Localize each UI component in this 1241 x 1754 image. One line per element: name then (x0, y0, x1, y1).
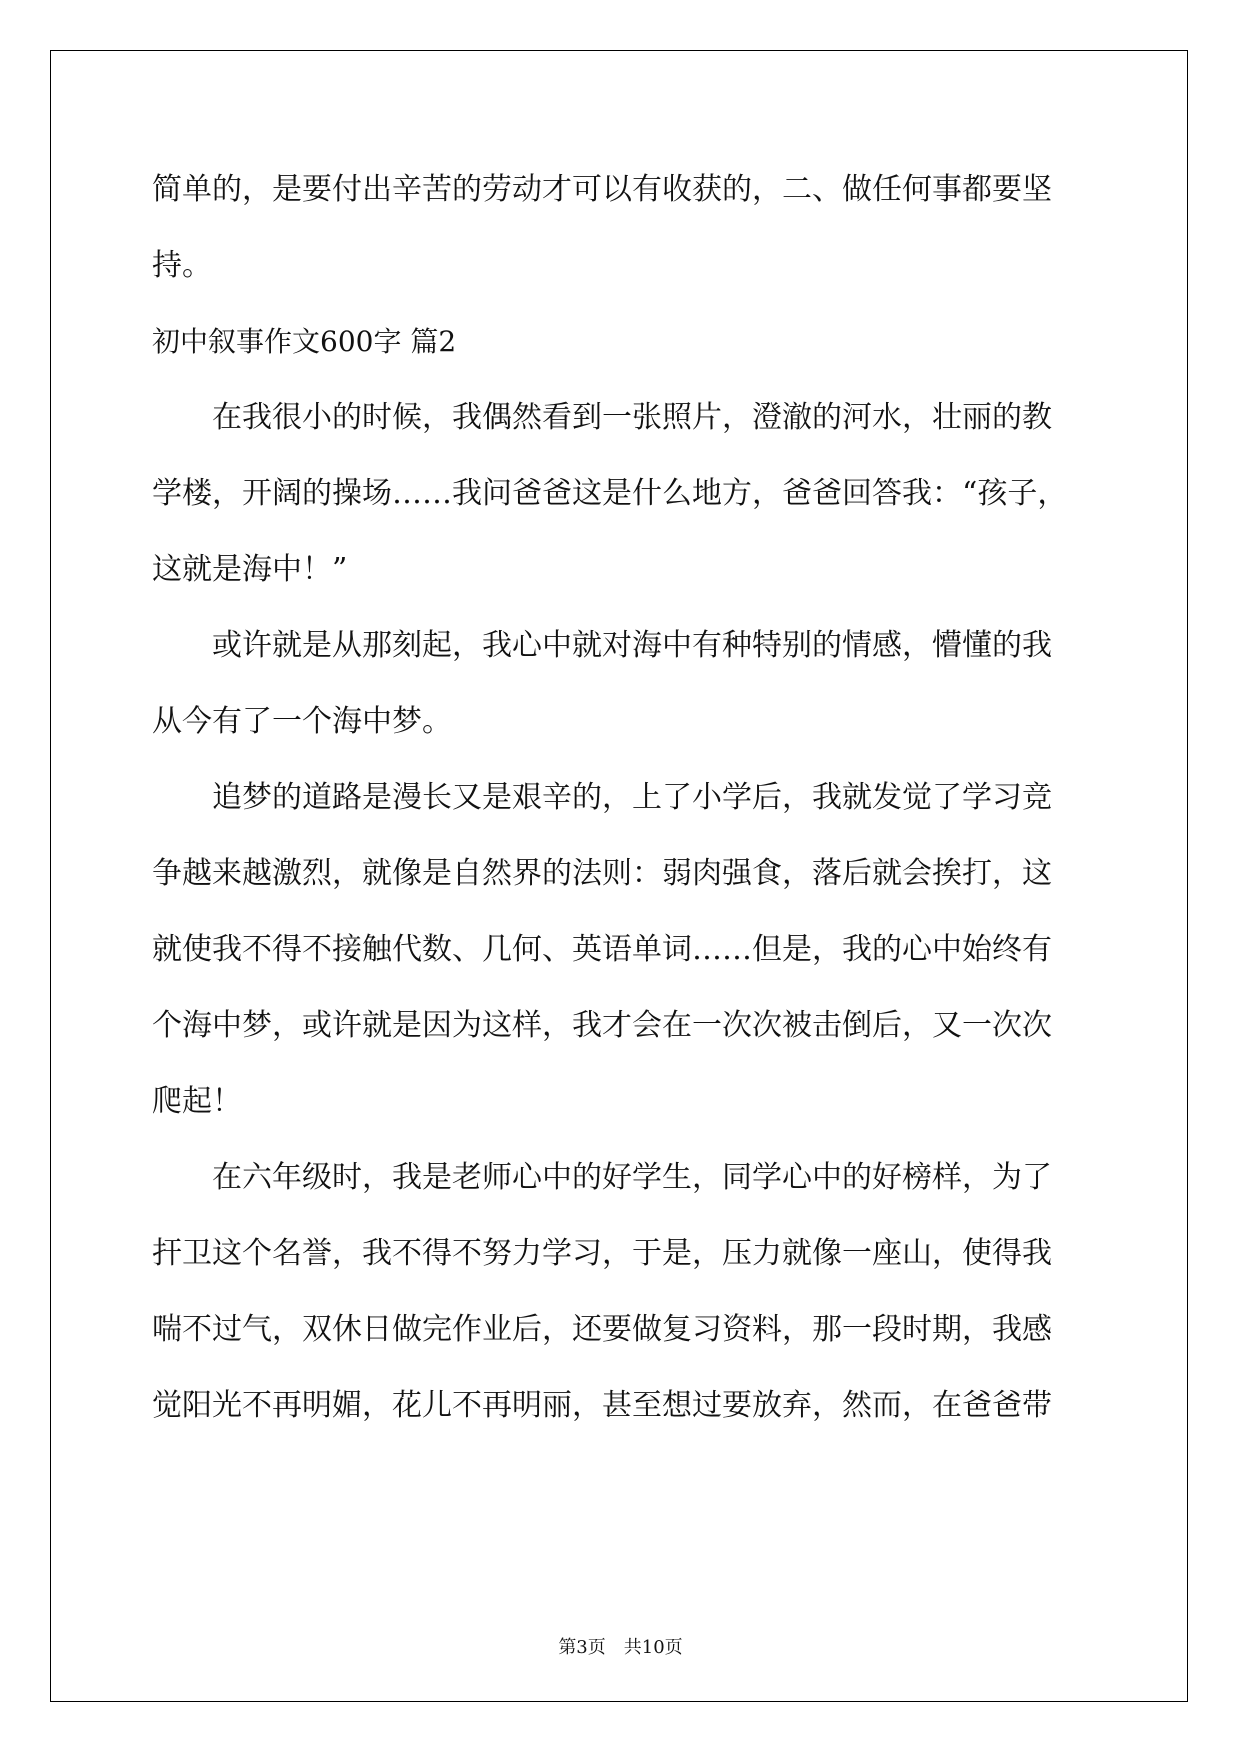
paragraph-line: 扞卫这个名誉，我不得不努力学习，于是，压力就像一座山，使得我 (152, 1236, 1052, 1271)
paragraph-line: 从今有了一个海中梦。 (152, 704, 452, 739)
paragraph-line: 觉阳光不再明媚，花儿不再明丽，甚至想过要放弃，然而，在爸爸带 (152, 1388, 1052, 1423)
paragraph-line: 这就是海中！” (152, 552, 348, 587)
paragraph-line: 追梦的道路是漫长又是艰辛的，上了小学后，我就发觉了学习竞 (212, 780, 1052, 815)
paragraph-line: 学楼，开阔的操场……我问爸爸这是什么地方，爸爸回答我：“孩子， (152, 476, 1068, 511)
paragraph-line: 或许就是从那刻起，我心中就对海中有种特别的情感，懵懂的我 (212, 628, 1052, 663)
intro-line: 简单的，是要付出辛苦的劳动才可以有收获的，二、做任何事都要坚 (152, 172, 1052, 207)
paragraph-line: 喘不过气，双休日做完作业后，还要做复习资料，那一段时期，我感 (152, 1312, 1052, 1347)
page-footer: 第3页 共10页 (558, 1637, 683, 1658)
paragraph-line: 就使我不得不接触代数、几何、英语单词……但是，我的心中始终有 (152, 932, 1052, 967)
paragraph-line: 争越来越激烈，就像是自然界的法则：弱肉强食，落后就会挨打，这 (152, 856, 1052, 891)
paragraph-line: 个海中梦，或许就是因为这样，我才会在一次次被击倒后，又一次次 (152, 1008, 1052, 1043)
section-heading: 初中叙事作文600字 篇2 (152, 325, 457, 358)
paragraph-line: 爬起！ (152, 1084, 242, 1119)
paragraph-line: 在我很小的时候，我偶然看到一张照片，澄澈的河水，壮丽的教 (212, 400, 1052, 435)
intro-line: 持。 (152, 248, 212, 283)
paragraph-line: 在六年级时，我是老师心中的好学生，同学心中的好榜样，为了 (212, 1160, 1052, 1195)
